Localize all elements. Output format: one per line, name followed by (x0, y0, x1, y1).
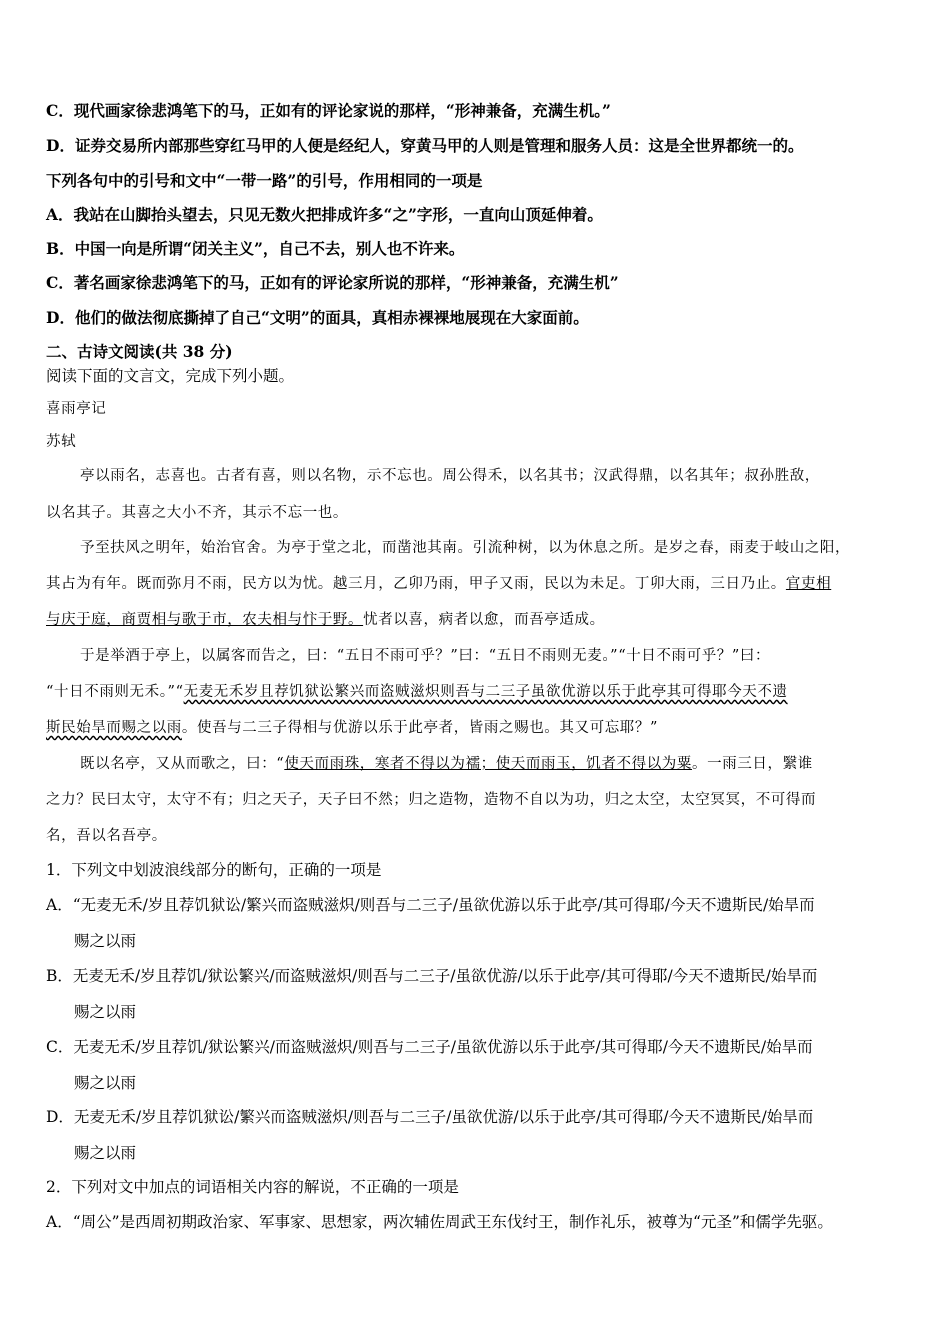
quote-option-a: A．我站在山脚抬头望去，只见无数火把排成许多“之”字形，一直向山顶延伸着。 (46, 205, 603, 224)
passage-p1-line2: 以名其子。其喜之大小不齐，其示不忘一也。 (46, 505, 348, 521)
q1-option-a-line2: 赐之以雨 (74, 932, 137, 950)
q1-option-a-line1: A．“无麦无禾/岁且荐饥狱讼/繁兴而盗贼滋炽/则吾与二三子/虽欲优游以乐于此亭/其可得耶/今天不遗斯民/始旱而 (46, 896, 815, 914)
passage-title: 喜雨亭记 (46, 401, 107, 417)
q1-option-d-line2: 赐之以雨 (74, 1144, 137, 1162)
q1-option-c-line1: C．无麦无禾/岁且荐饥/狱讼繁兴/而盗贼滋炽/则吾与二三子/虽欲优游以乐于此亭/其可得耶/今天不遗斯民/始旱而 (46, 1038, 813, 1056)
q2-option-a: A．“周公”是西周初期政治家、军事家、思想家，两次辅佐周武王东伐纣王，制作礼乐，被尊为“元圣”和儒学先驱。 (46, 1213, 833, 1231)
q1-option-b-line1: B．无麦无禾/岁且荐饥/狱讼繁兴/而盗贼滋炽/则吾与二三子/虽欲优游/以乐于此亭/其可得耶/今天不遗斯民/始旱而 (46, 967, 818, 985)
passage-p2-line2: 其占为有年。既而弥月不雨，民方以为忧。越三月，乙卯乃雨，甲子又雨，民以为未足。丁卯大雨，三日乃止。官吏相 (46, 576, 832, 592)
underlined-text: 官吏相 (785, 576, 832, 592)
passage-p2-line3: 与庆于庭，商贾相与歌于市，农夫相与忭于野。忧者以喜，病者以愈，而吾亭适成。 (46, 612, 605, 628)
wavy-underlined-text: 无麦无禾岁且荐饥狱讼繁兴而盗贼滋炽则吾与二三子虽欲优游以乐于此亭其可得耶今天不遗 (183, 684, 788, 700)
prev-option-c: C．现代画家徐悲鸿笔下的马，正如有的评论家说的那样，“形神兼备，充满生机。” (46, 101, 611, 120)
passage-p3-line1: 于是举酒于亭上，以属客而告之，曰：“五日不雨可乎？”曰：“五日不雨则无麦。”“十日不雨可乎？”曰： (80, 648, 771, 664)
passage-p3-line3: 斯民始旱而赐之以雨。使吾与二三子得相与优游以乐于此亭者，皆雨之赐也。其又可忘耶？” (46, 720, 659, 736)
quote-option-c: C．著名画家徐悲鸿笔下的马，正如有的评论家所说的那样，“形神兼备，充满生机” (46, 273, 619, 292)
passage-author: 苏轼 (46, 434, 77, 450)
passage-p3-line2: “十日不雨则无禾。”“无麦无禾岁且荐饥狱讼繁兴而盗贼滋炽则吾与二三子虽欲优游以乐于此亭其可得耶今天不遗 (46, 684, 788, 700)
underlined-text: 使天而雨珠，寒者不得以为襦；使天而雨玉，饥者不得以为粟 (284, 756, 693, 772)
section-heading: 二、古诗文阅读(共 38 分) (46, 342, 233, 361)
passage-p2-line1: 予至扶风之明年，始治官舍。为亭于堂之北，而凿池其南。引流种树，以为休息之所。是岁之春，雨麦于岐山之阳， (80, 540, 851, 556)
passage-p4-line3: 名，吾以名吾亭。 (46, 828, 167, 844)
quote-option-d: D．他们的做法彻底撕掉了自己“文明”的面具，真相赤裸裸地展现在大家面前。 (46, 308, 589, 327)
q1-option-d-line1: D．无麦无禾/岁且荐饥狱讼/繁兴而盗贼滋炽/则吾与二三子/虽欲优游/以乐于此亭/其可得耶/今天不遗斯民/始旱而 (46, 1108, 814, 1126)
underlined-text: 与庆于庭，商贾相与歌于市，农夫相与忭于野。 (46, 612, 364, 628)
passage-p1-line1: 亭以雨名，志喜也。古者有喜，则以名物，示不忘也。周公得禾，以名其书；汉武得鼎，以名其年；叔孙胜敌， (80, 468, 820, 484)
wavy-underlined-text: 斯民始旱而赐之以雨 (46, 720, 182, 736)
section-intro: 阅读下面的文言文，完成下列小题。 (46, 367, 295, 385)
quote-question-stem: 下列各句中的引号和文中“一带一路”的引号，作用相同的一项是 (46, 171, 483, 190)
q1-stem: 1．下列文中划波浪线部分的断句，正确的一项是 (46, 861, 382, 879)
q1-option-c-line2: 赐之以雨 (74, 1074, 137, 1092)
quote-option-b: B．中国一向是所谓“闭关主义”，自己不去，别人也不许来。 (46, 239, 465, 258)
passage-p4-line2: 之力？民曰太守，太守不有；归之天子，天子曰不然；归之造物，造物不自以为功，归之太空，太空冥冥，不可得而 (46, 792, 817, 808)
q2-stem: 2．下列对文中加点的词语相关内容的解说，不正确的一项是 (46, 1178, 459, 1196)
prev-option-d: D．证券交易所内部那些穿红马甲的人便是经纪人，穿黄马甲的人则是管理和服务人员：这是全世界都统一的。 (46, 136, 804, 155)
passage-p4-line1: 既以名亭，又从而歌之，曰：“使天而雨珠，寒者不得以为襦；使天而雨玉，饥者不得以为粟。一雨三日，繄谁 (80, 756, 813, 772)
q1-option-b-line2: 赐之以雨 (74, 1003, 137, 1021)
